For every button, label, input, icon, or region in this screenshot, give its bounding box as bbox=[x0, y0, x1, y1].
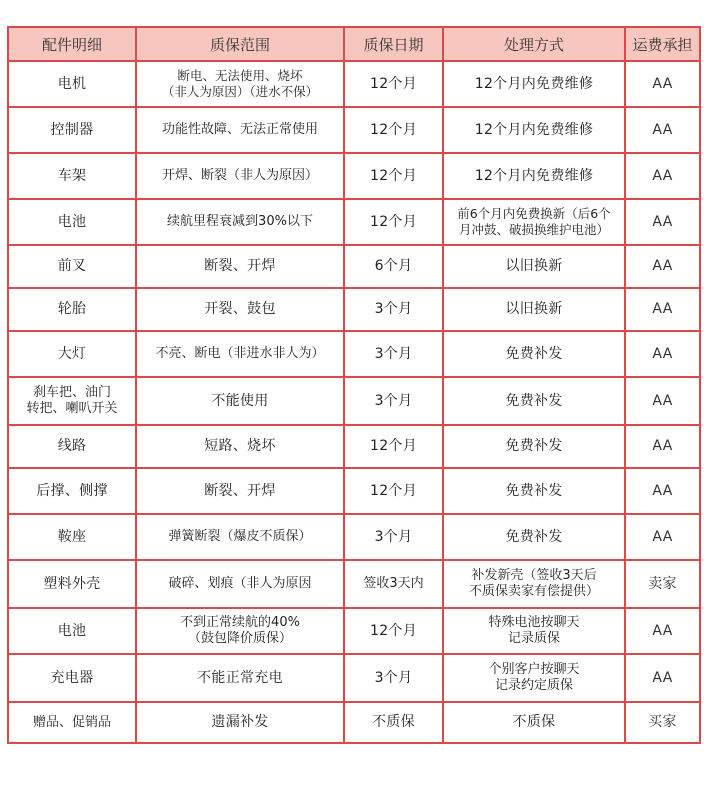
cell-scope: 不能使用 bbox=[136, 377, 344, 425]
header-shipping-fee: 运费承担 bbox=[625, 27, 700, 61]
cell-handling: 免费补发 bbox=[443, 514, 625, 560]
cell-period: 12个月 bbox=[344, 608, 443, 654]
warranty-table bbox=[7, 26, 701, 744]
cell-fee: AA bbox=[625, 153, 700, 199]
cell-handling: 个别客户按聊天 记录约定质保 bbox=[443, 654, 625, 702]
table-row bbox=[8, 425, 700, 468]
table-row bbox=[8, 61, 700, 107]
table-row bbox=[8, 245, 700, 288]
cell-part: 后撑、侧撑 bbox=[8, 468, 136, 514]
cell-period: 3个月 bbox=[344, 514, 443, 560]
cell-fee: AA bbox=[625, 331, 700, 377]
cell-handling: 免费补发 bbox=[443, 468, 625, 514]
cell-period: 12个月 bbox=[344, 107, 443, 153]
cell-period: 3个月 bbox=[344, 288, 443, 331]
cell-part: 塑料外壳 bbox=[8, 560, 136, 608]
cell-handling: 前6个月内免费换新（后6个 月冲鼓、破损换维护电池） bbox=[443, 199, 625, 245]
cell-fee: AA bbox=[625, 608, 700, 654]
cell-part: 电池 bbox=[8, 199, 136, 245]
cell-period: 签收3天内 bbox=[344, 560, 443, 608]
header-parts: 配件明细 bbox=[8, 27, 136, 61]
cell-fee: AA bbox=[625, 377, 700, 425]
cell-part: 前叉 bbox=[8, 245, 136, 288]
cell-part: 线路 bbox=[8, 425, 136, 468]
cell-fee: AA bbox=[625, 425, 700, 468]
cell-scope: 不到正常续航的40% （鼓包降价质保） bbox=[136, 608, 344, 654]
cell-period: 12个月 bbox=[344, 61, 443, 107]
cell-fee: AA bbox=[625, 61, 700, 107]
cell-handling: 特殊电池按聊天 记录质保 bbox=[443, 608, 625, 654]
cell-fee: AA bbox=[625, 199, 700, 245]
cell-part: 大灯 bbox=[8, 331, 136, 377]
cell-scope: 功能性故障、无法正常使用 bbox=[136, 107, 344, 153]
table-row bbox=[8, 107, 700, 153]
table-row bbox=[8, 199, 700, 245]
cell-handling: 不质保 bbox=[443, 702, 625, 743]
cell-handling: 补发新壳（签收3天后 不质保卖家有偿提供） bbox=[443, 560, 625, 608]
cell-part: 控制器 bbox=[8, 107, 136, 153]
table-row bbox=[8, 468, 700, 514]
cell-scope: 断裂、开焊 bbox=[136, 245, 344, 288]
cell-fee: AA bbox=[625, 514, 700, 560]
cell-handling: 12个月内免费维修 bbox=[443, 61, 625, 107]
cell-handling: 以旧换新 bbox=[443, 245, 625, 288]
cell-period: 3个月 bbox=[344, 377, 443, 425]
cell-handling: 免费补发 bbox=[443, 425, 625, 468]
cell-part: 车架 bbox=[8, 153, 136, 199]
cell-part: 赠品、促销品 bbox=[8, 702, 136, 743]
cell-fee: 卖家 bbox=[625, 560, 700, 608]
table-row bbox=[8, 377, 700, 425]
cell-period: 6个月 bbox=[344, 245, 443, 288]
cell-part: 鞍座 bbox=[8, 514, 136, 560]
cell-part: 电机 bbox=[8, 61, 136, 107]
cell-part: 轮胎 bbox=[8, 288, 136, 331]
cell-scope: 开裂、鼓包 bbox=[136, 288, 344, 331]
cell-period: 12个月 bbox=[344, 425, 443, 468]
table-header-row bbox=[8, 27, 700, 61]
cell-fee: AA bbox=[625, 288, 700, 331]
table-row bbox=[8, 702, 700, 743]
cell-period: 12个月 bbox=[344, 153, 443, 199]
cell-scope: 不能正常充电 bbox=[136, 654, 344, 702]
cell-fee: AA bbox=[625, 107, 700, 153]
header-handling: 处理方式 bbox=[443, 27, 625, 61]
cell-scope: 弹簧断裂（爆皮不质保） bbox=[136, 514, 344, 560]
cell-period: 12个月 bbox=[344, 468, 443, 514]
cell-fee: 买家 bbox=[625, 702, 700, 743]
table-row bbox=[8, 153, 700, 199]
header-warranty-scope: 质保范围 bbox=[136, 27, 344, 61]
table-row bbox=[8, 514, 700, 560]
cell-scope: 续航里程衰减到30%以下 bbox=[136, 199, 344, 245]
cell-handling: 12个月内免费维修 bbox=[443, 153, 625, 199]
cell-handling: 12个月内免费维修 bbox=[443, 107, 625, 153]
cell-part: 电池 bbox=[8, 608, 136, 654]
cell-period: 不质保 bbox=[344, 702, 443, 743]
cell-scope: 开焊、断裂（非人为原因） bbox=[136, 153, 344, 199]
cell-handling: 免费补发 bbox=[443, 331, 625, 377]
table-row bbox=[8, 560, 700, 608]
cell-scope: 遗漏补发 bbox=[136, 702, 344, 743]
table-row bbox=[8, 654, 700, 702]
cell-period: 12个月 bbox=[344, 199, 443, 245]
table-row bbox=[8, 331, 700, 377]
cell-period: 3个月 bbox=[344, 654, 443, 702]
cell-scope: 不亮、断电（非进水非人为） bbox=[136, 331, 344, 377]
cell-fee: AA bbox=[625, 245, 700, 288]
cell-period: 3个月 bbox=[344, 331, 443, 377]
table-row bbox=[8, 608, 700, 654]
table-row bbox=[8, 288, 700, 331]
cell-fee: AA bbox=[625, 468, 700, 514]
header-warranty-period: 质保日期 bbox=[344, 27, 443, 61]
cell-scope: 破碎、划痕（非人为原因 bbox=[136, 560, 344, 608]
cell-handling: 以旧换新 bbox=[443, 288, 625, 331]
cell-scope: 短路、烧坏 bbox=[136, 425, 344, 468]
cell-fee: AA bbox=[625, 654, 700, 702]
cell-part: 充电器 bbox=[8, 654, 136, 702]
cell-scope: 断电、无法使用、烧坏 （非人为原因）（进水不保） bbox=[136, 61, 344, 107]
cell-part: 刹车把、油门 转把、喇叭开关 bbox=[8, 377, 136, 425]
cell-scope: 断裂、开焊 bbox=[136, 468, 344, 514]
warranty-table-container bbox=[7, 26, 699, 744]
cell-handling: 免费补发 bbox=[443, 377, 625, 425]
